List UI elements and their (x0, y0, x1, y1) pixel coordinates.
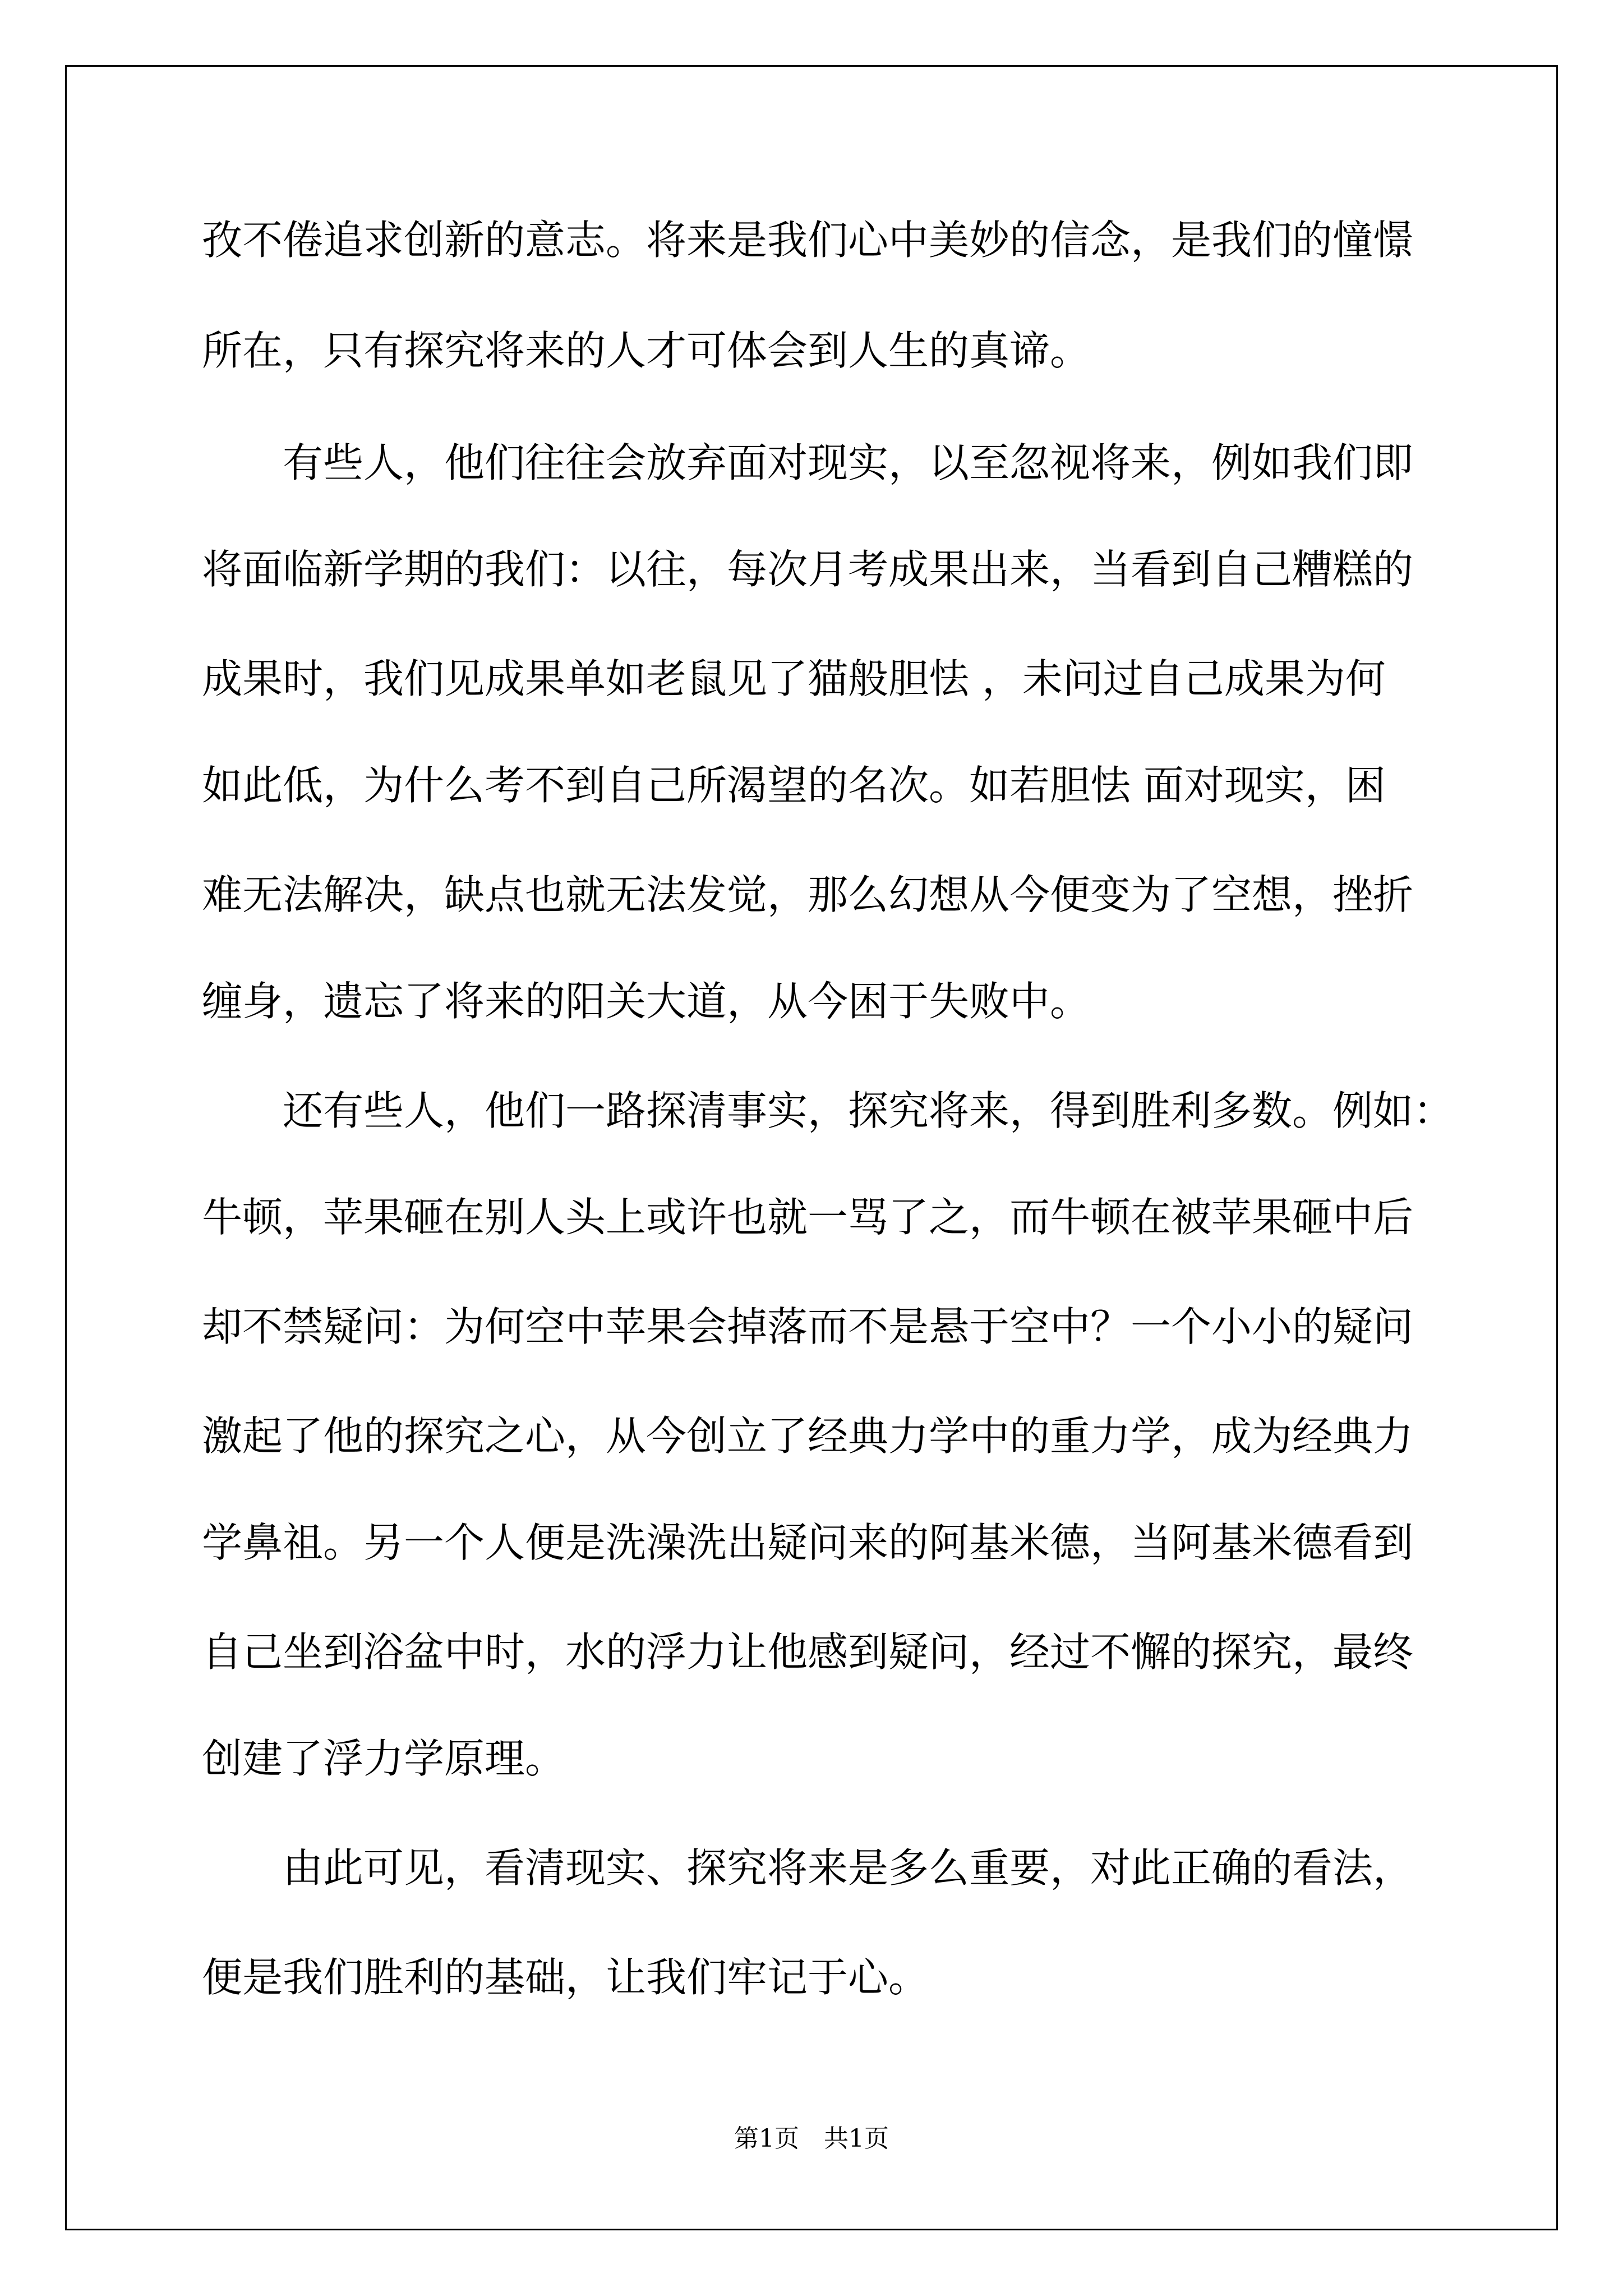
text-line: 学鼻祖。另一个人便是洗澡洗出疑问来的阿基米德，当阿基米德看到 (202, 1519, 1414, 1566)
text-line: 创建了浮力学原理。 (202, 1735, 566, 1782)
text-line: 将面临新学期的我们：以往，每次月考成果出来，当看到自己糟糕的 (202, 546, 1414, 593)
text-line: 激起了他的探究之心，从今创立了经典力学中的重力学，成为经典力 (202, 1412, 1414, 1460)
text-line: 成果时，我们见成果单如老鼠见了猫般胆怯 ，未问过自己成果为何 (202, 655, 1386, 702)
text-line: 有些人，他们往往会放弃面对现实，以至忽视将来，例如我们即 (202, 439, 1414, 486)
text-line: 缠身，遗忘了将来的阳关大道，从今困于失败中。 (202, 978, 1091, 1025)
page-border (65, 65, 1558, 2230)
page-number-footer: 第1页 共1页 (734, 2124, 889, 2153)
text-line: 难无法解决，缺点也就无法发觉，那么幻想从今便变为了空想，挫折 (202, 871, 1414, 918)
text-line: 所在，只有探究将来的人才可体会到人生的真谛。 (202, 327, 1091, 374)
text-line: 自己坐到浴盆中时，水的浮力让他感到疑问，经过不懈的探究，最终 (202, 1628, 1414, 1676)
text-line: 却不禁疑问：为何空中苹果会掉落而不是悬于空中？一个小小的疑问 (202, 1303, 1414, 1350)
text-line: 如此低，为什么考不到自己所渴望的名次。如若胆怯 面对现实，困 (202, 762, 1386, 809)
text-line: 牛顿，苹果砸在别人头上或许也就一骂了之，而牛顿在被苹果砸中后 (202, 1194, 1414, 1241)
text-line: 还有些人，他们一路探清事实，探究将来，得到胜利多数。例如： (202, 1087, 1454, 1134)
text-line: 便是我们胜利的基础，让我们牢记于心。 (202, 1954, 929, 2001)
text-line: 孜不倦追求创新的意志。将来是我们心中美妙的信念，是我们的憧憬 (202, 217, 1414, 264)
text-line: 由此可见，看清现实、探究将来是多么重要，对此正确的看法， (202, 1844, 1414, 1892)
